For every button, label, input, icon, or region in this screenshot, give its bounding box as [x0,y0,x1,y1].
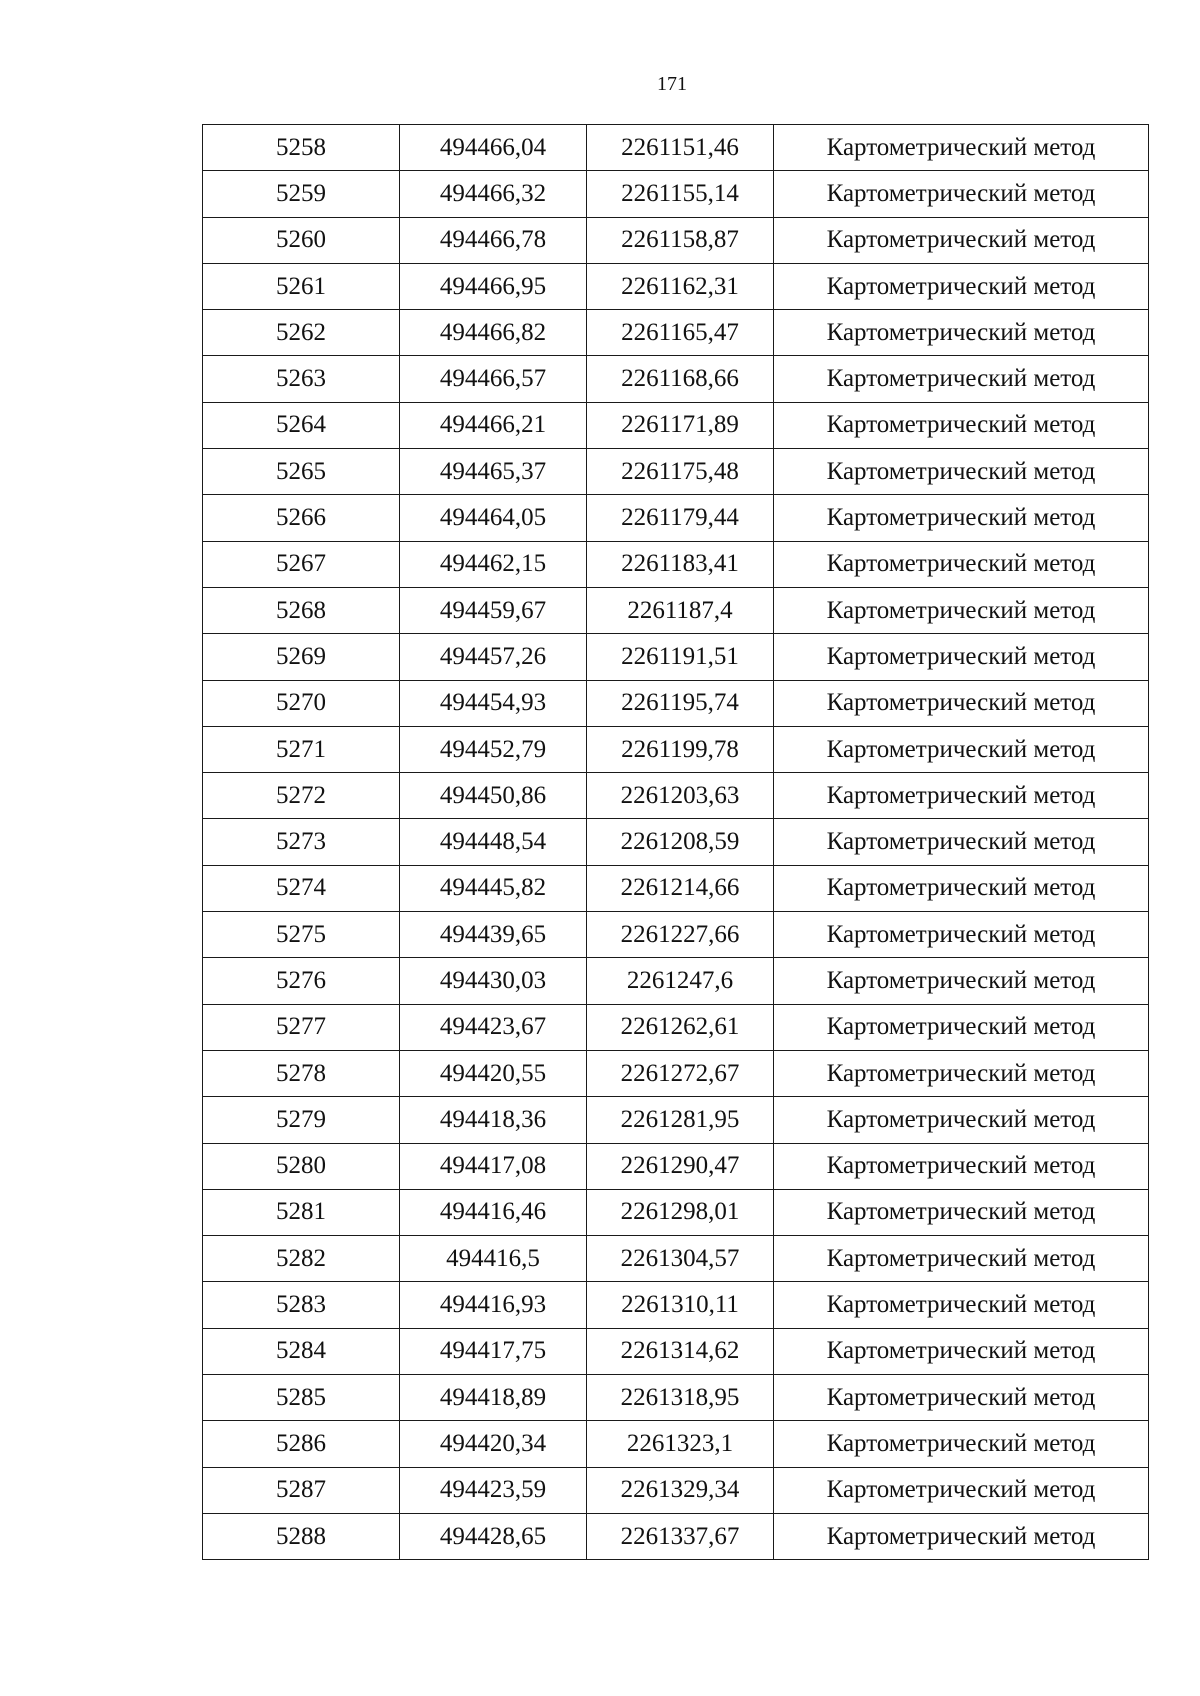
x-coordinate-cell: 494464,05 [400,495,587,541]
table-row [203,912,1149,958]
table-row [203,958,1149,1004]
method-cell: Картометрический метод [774,1236,1149,1282]
method-cell: Картометрический метод [774,217,1149,263]
coordinates-table [202,124,1149,1560]
point-number-cell: 5271 [203,726,400,772]
table-row [203,1050,1149,1096]
y-coordinate-cell: 2261191,51 [587,634,774,680]
point-number-cell: 5273 [203,819,400,865]
x-coordinate-cell: 494416,5 [400,1236,587,1282]
table-row [203,1375,1149,1421]
x-coordinate-cell: 494466,57 [400,356,587,402]
method-cell: Картометрический метод [774,958,1149,1004]
point-number-cell: 5281 [203,1189,400,1235]
y-coordinate-cell: 2261298,01 [587,1189,774,1235]
table-row [203,1282,1149,1328]
method-cell: Картометрический метод [774,1282,1149,1328]
x-coordinate-cell: 494457,26 [400,634,587,680]
method-cell: Картометрический метод [774,1421,1149,1467]
coordinates-table-body [203,125,1149,1560]
y-coordinate-cell: 2261175,48 [587,449,774,495]
method-cell: Картометрический метод [774,773,1149,819]
point-number-cell: 5274 [203,865,400,911]
y-coordinate-cell: 2261227,66 [587,912,774,958]
method-cell: Картометрический метод [774,171,1149,217]
y-coordinate-cell: 2261155,14 [587,171,774,217]
point-number-cell: 5266 [203,495,400,541]
table-row [203,1328,1149,1374]
point-number-cell: 5284 [203,1328,400,1374]
table-row [203,1189,1149,1235]
method-cell: Картометрический метод [774,1097,1149,1143]
method-cell: Картометрический метод [774,1189,1149,1235]
point-number-cell: 5275 [203,912,400,958]
x-coordinate-cell: 494466,78 [400,217,587,263]
table-row [203,1143,1149,1189]
x-coordinate-cell: 494423,67 [400,1004,587,1050]
point-number-cell: 5288 [203,1513,400,1559]
y-coordinate-cell: 2261304,57 [587,1236,774,1282]
x-coordinate-cell: 494420,55 [400,1050,587,1096]
y-coordinate-cell: 2261323,1 [587,1421,774,1467]
y-coordinate-cell: 2261203,63 [587,773,774,819]
method-cell: Картометрический метод [774,1467,1149,1513]
x-coordinate-cell: 494466,21 [400,402,587,448]
table-row [203,1004,1149,1050]
y-coordinate-cell: 2261337,67 [587,1513,774,1559]
x-coordinate-cell: 494445,82 [400,865,587,911]
table-row [203,1513,1149,1559]
table-row [203,449,1149,495]
x-coordinate-cell: 494417,75 [400,1328,587,1374]
table-row [203,125,1149,171]
point-number-cell: 5269 [203,634,400,680]
x-coordinate-cell: 494466,95 [400,263,587,309]
method-cell: Картометрический метод [774,310,1149,356]
point-number-cell: 5280 [203,1143,400,1189]
point-number-cell: 5285 [203,1375,400,1421]
x-coordinate-cell: 494454,93 [400,680,587,726]
method-cell: Картометрический метод [774,1004,1149,1050]
method-cell: Картометрический метод [774,587,1149,633]
x-coordinate-cell: 494418,36 [400,1097,587,1143]
y-coordinate-cell: 2261168,66 [587,356,774,402]
method-cell: Картометрический метод [774,402,1149,448]
y-coordinate-cell: 2261151,46 [587,125,774,171]
y-coordinate-cell: 2261214,66 [587,865,774,911]
table-row [203,1236,1149,1282]
x-coordinate-cell: 494439,65 [400,912,587,958]
method-cell: Картометрический метод [774,726,1149,772]
table-row [203,310,1149,356]
point-number-cell: 5263 [203,356,400,402]
y-coordinate-cell: 2261310,11 [587,1282,774,1328]
point-number-cell: 5283 [203,1282,400,1328]
y-coordinate-cell: 2261165,47 [587,310,774,356]
x-coordinate-cell: 494428,65 [400,1513,587,1559]
point-number-cell: 5278 [203,1050,400,1096]
point-number-cell: 5267 [203,541,400,587]
table-row [203,402,1149,448]
table-row [203,356,1149,402]
point-number-cell: 5272 [203,773,400,819]
y-coordinate-cell: 2261318,95 [587,1375,774,1421]
x-coordinate-cell: 494459,67 [400,587,587,633]
point-number-cell: 5279 [203,1097,400,1143]
table-row [203,1467,1149,1513]
x-coordinate-cell: 494466,82 [400,310,587,356]
y-coordinate-cell: 2261158,87 [587,217,774,263]
x-coordinate-cell: 494448,54 [400,819,587,865]
y-coordinate-cell: 2261281,95 [587,1097,774,1143]
point-number-cell: 5270 [203,680,400,726]
table-row [203,541,1149,587]
method-cell: Картометрический метод [774,263,1149,309]
method-cell: Картометрический метод [774,865,1149,911]
method-cell: Картометрический метод [774,1375,1149,1421]
y-coordinate-cell: 2261183,41 [587,541,774,587]
table-row [203,680,1149,726]
point-number-cell: 5276 [203,958,400,1004]
y-coordinate-cell: 2261247,6 [587,958,774,1004]
method-cell: Картометрический метод [774,1050,1149,1096]
method-cell: Картометрический метод [774,680,1149,726]
method-cell: Картометрический метод [774,1143,1149,1189]
x-coordinate-cell: 494452,79 [400,726,587,772]
y-coordinate-cell: 2261290,47 [587,1143,774,1189]
table-row [203,634,1149,680]
method-cell: Картометрический метод [774,541,1149,587]
point-number-cell: 5262 [203,310,400,356]
point-number-cell: 5287 [203,1467,400,1513]
method-cell: Картометрический метод [774,449,1149,495]
table-row [203,217,1149,263]
table-row [203,773,1149,819]
y-coordinate-cell: 2261199,78 [587,726,774,772]
point-number-cell: 5259 [203,171,400,217]
x-coordinate-cell: 494416,93 [400,1282,587,1328]
point-number-cell: 5258 [203,125,400,171]
x-coordinate-cell: 494466,32 [400,171,587,217]
table-row [203,587,1149,633]
method-cell: Картометрический метод [774,356,1149,402]
point-number-cell: 5264 [203,402,400,448]
y-coordinate-cell: 2261272,67 [587,1050,774,1096]
method-cell: Картометрический метод [774,912,1149,958]
point-number-cell: 5265 [203,449,400,495]
y-coordinate-cell: 2261208,59 [587,819,774,865]
y-coordinate-cell: 2261179,44 [587,495,774,541]
y-coordinate-cell: 2261195,74 [587,680,774,726]
table-row [203,1097,1149,1143]
point-number-cell: 5286 [203,1421,400,1467]
x-coordinate-cell: 494420,34 [400,1421,587,1467]
x-coordinate-cell: 494417,08 [400,1143,587,1189]
x-coordinate-cell: 494462,15 [400,541,587,587]
table-row [203,1421,1149,1467]
x-coordinate-cell: 494465,37 [400,449,587,495]
table-row [203,263,1149,309]
table-row [203,171,1149,217]
table-row [203,495,1149,541]
page-number: 171 [657,73,687,95]
x-coordinate-cell: 494466,04 [400,125,587,171]
point-number-cell: 5277 [203,1004,400,1050]
y-coordinate-cell: 2261329,34 [587,1467,774,1513]
table-row [203,726,1149,772]
x-coordinate-cell: 494423,59 [400,1467,587,1513]
method-cell: Картометрический метод [774,1513,1149,1559]
y-coordinate-cell: 2261314,62 [587,1328,774,1374]
y-coordinate-cell: 2261162,31 [587,263,774,309]
x-coordinate-cell: 494450,86 [400,773,587,819]
method-cell: Картометрический метод [774,819,1149,865]
y-coordinate-cell: 2261262,61 [587,1004,774,1050]
y-coordinate-cell: 2261187,4 [587,587,774,633]
point-number-cell: 5260 [203,217,400,263]
y-coordinate-cell: 2261171,89 [587,402,774,448]
x-coordinate-cell: 494418,89 [400,1375,587,1421]
x-coordinate-cell: 494416,46 [400,1189,587,1235]
method-cell: Картометрический метод [774,495,1149,541]
point-number-cell: 5261 [203,263,400,309]
method-cell: Картометрический метод [774,1328,1149,1374]
x-coordinate-cell: 494430,03 [400,958,587,1004]
point-number-cell: 5268 [203,587,400,633]
method-cell: Картометрический метод [774,125,1149,171]
method-cell: Картометрический метод [774,634,1149,680]
table-row [203,819,1149,865]
table-row [203,865,1149,911]
point-number-cell: 5282 [203,1236,400,1282]
